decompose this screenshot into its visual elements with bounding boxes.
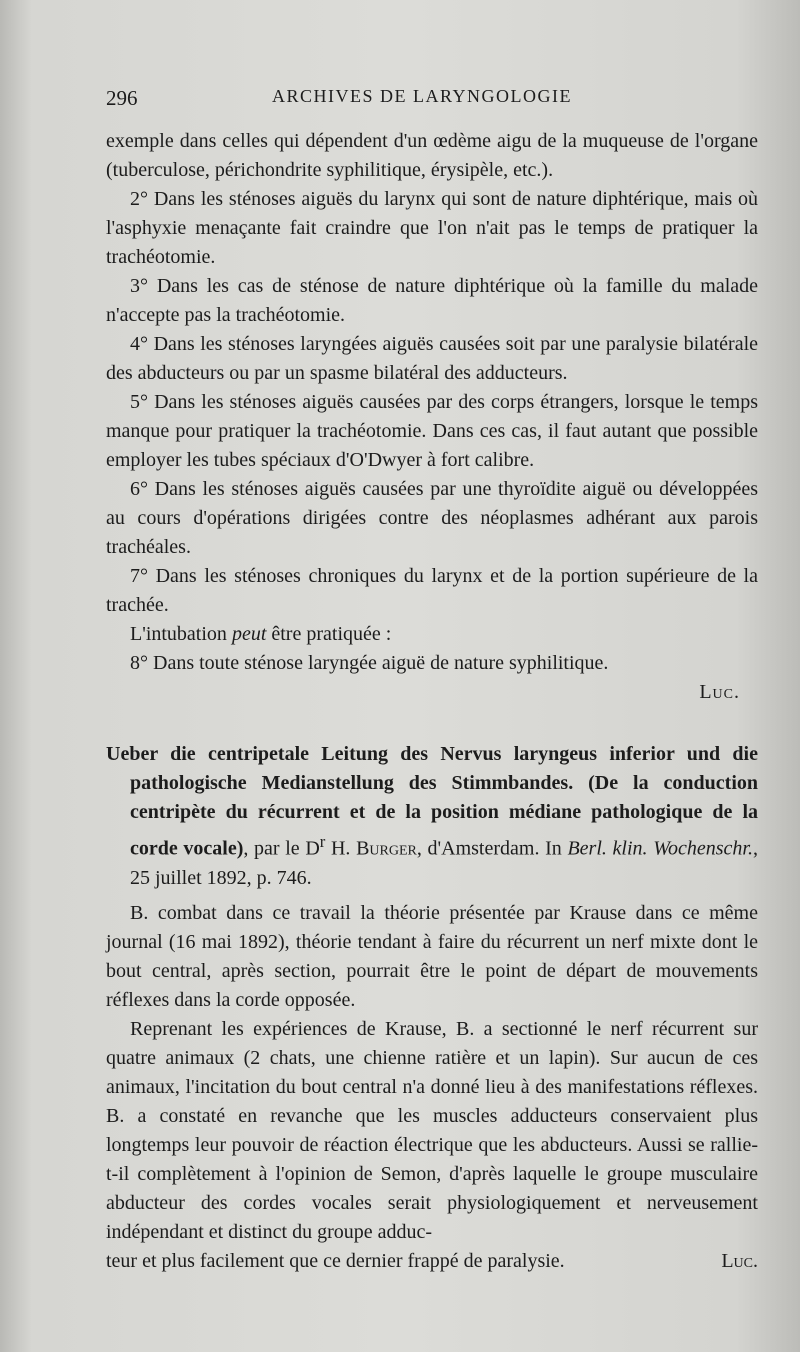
signature: Luc.: [699, 681, 740, 703]
review-paragraph-1: B. combat dans ce travail la théorie présentée par Krause dans ce même journal (16 mai 1892), théorie tendant à faire du récurrent un nerf mixte dont le bout central, après section, pourrait être le point de départ de mouvements réflexes dans la corde opposée.: [106, 901, 758, 1011]
intubation-prefix: L'intubation: [130, 623, 232, 645]
review-author-initial: H.: [325, 837, 357, 860]
intubation-suffix: être pratiquée :: [266, 623, 392, 645]
review-title: Ueber die centripetale Leitung des Nervus laryngeus inferior und die pathologische Medianstellung des Stimmbandes. (De la conduction centripète du récurrent et de la position médiane pathologique de la corde vocale): [106, 743, 758, 860]
first-section: [106, 127, 758, 707]
review-journal: Berl. klin. Wochenschr.: [567, 837, 753, 860]
paragraph-item-6: 6° Dans les sténoses aiguës causées par une thyroïdite aiguë ou développées au cours d'opérations dirigées contre des néoplasmes adhérant aux parois trachéales.: [106, 478, 758, 558]
review-body: [106, 899, 758, 1276]
paragraph-item-7: 7° Dans les sténoses chroniques du larynx et de la portion supérieure de la trachée.: [106, 565, 758, 616]
review-by: , par le D: [243, 837, 320, 860]
paragraph-item-4: 4° Dans les sténoses laryngées aiguës causées soit par une paralysie bilatérale des abducteurs ou par un spasme bilatéral des adducteurs.: [106, 333, 758, 384]
paragraph-item-8: 8° Dans toute sténose laryngée aiguë de nature syphilitique.: [130, 652, 609, 674]
review-by-superscript: r: [319, 832, 326, 851]
review-last-text: teur et plus facilement que ce dernier frappé de paralysie.: [106, 1249, 565, 1272]
page-header: [106, 86, 756, 116]
review-signature: Luc.: [721, 1249, 758, 1272]
paragraph-item-3: 3° Dans les cas de sténose de nature diphtérique où la famille du malade n'accepte pas la trachéotomie.: [106, 275, 758, 326]
running-head: ARCHIVES DE LARYNGOLOGIE: [272, 86, 572, 106]
intubation-emphasis: peut: [231, 623, 267, 645]
review-citation: , 25 juillet 1892, p. 746.: [130, 837, 758, 889]
page-number: 296: [106, 86, 138, 110]
review-author-place: , d'Amsterdam. In: [416, 837, 568, 860]
paragraph-item-2: 2° Dans les sténoses aiguës du larynx qui sont de nature diphtérique, mais où l'asphyxie menaçante fait craindre que l'on n'ait pas le temps de pratiquer la trachéotomie.: [106, 188, 758, 268]
paragraph-continuation: exemple dans celles qui dépendent d'un œdème aigu de la muqueuse de l'organe (tuberculose, périchondrite syphilitique, érysipèle, etc.).: [106, 130, 758, 181]
review-section: [106, 740, 758, 1276]
review-last-line: [106, 1247, 758, 1276]
review-heading: [106, 740, 758, 893]
paragraph-item-5: 5° Dans les sténoses aiguës causées par des corps étrangers, lorsque le temps manque pour pratiquer la trachéotomie. Dans ces cas, il faut autant que possible employer les tubes spéciaux d'O'Dwyer à fort calibre.: [106, 391, 758, 471]
intubation-sentence: [106, 620, 758, 649]
review-author-name: Burger: [356, 837, 417, 860]
review-paragraph-2: Reprenant les expériences de Krause, B. a sectionné le nerf récurrent sur quatre animaux (2 chats, une chienne ratière et un lapin). Sur aucun de ces animaux, l'incitation du bout central n'a donné lieu à des manifestations réflexes. B. a constaté en revanche que les muscles adducteurs conservaient plus longtemps leur pouvoir de réaction électrique que les abducteurs. Aussi se rallie-t-il complètement à l'opinion de Semon, d'après laquelle le groupe musculaire abducteur des cordes vocales serait physiologiquement et nerveusement indépendant et distinct du groupe adduc-: [106, 1017, 758, 1243]
